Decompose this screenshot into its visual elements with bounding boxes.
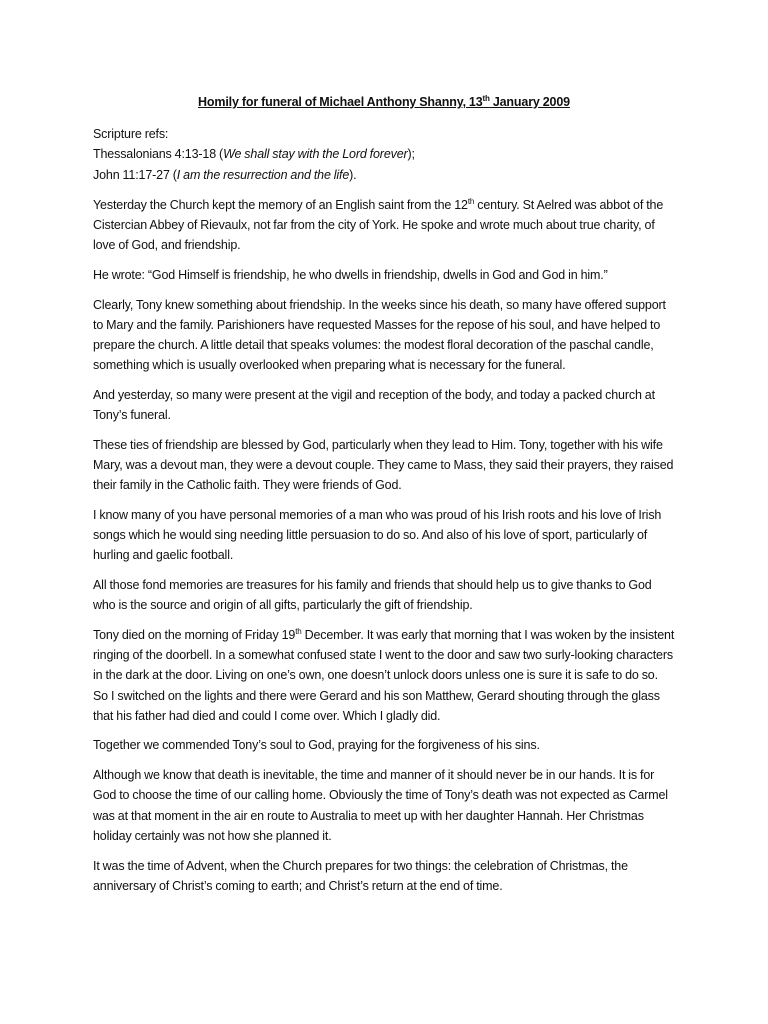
paragraph-commended: Together we commended Tony’s soul to God, praying for the forgiveness of his sins. [93, 738, 540, 753]
paragraph-text: Tony died on the morning of Friday 19 [93, 627, 296, 642]
title-superscript: th [482, 93, 490, 103]
ref-quote: We shall stay with the Lord forever [223, 147, 408, 162]
paragraph-superscript: th [295, 626, 302, 636]
paragraph-quote: He wrote: “God Himself is friendship, he who dwells in friendship, dwells in God and God in him.” [93, 267, 608, 282]
paragraph-superscript: th [467, 196, 475, 206]
title-text: Homily for funeral of Michael Anthony Shanny, 13 [198, 95, 483, 109]
paragraph-memories: I know many of you have personal memories of a man who was proud of his Irish roots and his love of Irish songs which he would sing needing little persuasion to do so. And also of his love of sport, particularly of hurling and gaelic football. [93, 507, 662, 563]
page-title [93, 92, 675, 112]
paragraph-aelred [93, 195, 675, 256]
scripture-heading: Scripture refs: [93, 127, 169, 142]
paragraph-treasures: All those fond memories are treasures for his family and friends that should help us to give thanks to God who is the source and origin of all gifts, particularly the gift of friendship. [93, 578, 652, 613]
paragraph-friendship: Clearly, Tony knew something about friendship. In the weeks since his death, so many have offered support to Mary and the family. Parishioners have requested Masses for the repose of his soul, and have helped to prepare the church. A little detail that speaks volumes: the modest floral decoration of the paschal candle, something which is usually overlooked when preparing what is necessary for the funeral. [93, 297, 666, 373]
ref-quote: I am the resurrection and the life [176, 167, 350, 182]
document-page [93, 92, 675, 905]
ref-citation: John 11:17-27 ( [93, 167, 177, 182]
ref-citation: Thessalonians 4:13-18 ( [93, 147, 224, 162]
paragraph-text: Yesterday the Church kept the memory of an English saint from the 12 [93, 197, 468, 212]
paragraph-ties: These ties of friendship are blessed by God, particularly when they lead to Him. Tony, together with his wife Mary, was a devout man, they were a devout couple. They came to Mass, they said their prayers, they raised their family in the Catholic faith. They were friends of God. [93, 437, 674, 493]
paragraph-death-morning [93, 625, 675, 726]
ref-tail: ); [407, 147, 415, 162]
title-text-end: January 2009 [489, 95, 570, 109]
paragraph-advent: It was the time of Advent, when the Church prepares for two things: the celebration of Christmas, the anniversary of Christ’s coming to earth; and Christ’s return at the end of time. [93, 858, 628, 893]
scripture-ref-john [93, 165, 675, 185]
ref-tail: ). [349, 167, 357, 182]
paragraph-vigil: And yesterday, so many were present at the vigil and reception of the body, and today a packed church at Tony’s funeral. [93, 387, 655, 423]
paragraph-text-end: century. St Aelred was abbot of the Cistercian Abbey of Rievaulx, not far from the city of York. He spoke and wrote much about true charity, of love of God, and friendship. [93, 197, 664, 253]
paragraph-inevitable: Although we know that death is inevitable, the time and manner of it should never be in our hands. It is for God to choose the time of our calling home. Obviously the time of Tony’s death was not expected as Carmel was at that moment in the air en route to Australia to meet up with her daughter Hannah. Her Christmas holiday certainly was not how she planned it. [93, 768, 668, 843]
paragraph-text-end: December. It was early that morning that I was woken by the insistent ringing of the doorbell. In a somewhat confused state I went to the door and saw two surly-looking characters in the dark at the door. Living on one’s own, one doesn’t unlock doors unless one is sure it is safe to do so. So I switched on the lights and there were Gerard and his son Matthew, Gerard shouting through the glass that his father had died and could I come over. Which I gladly did. [93, 627, 675, 723]
scripture-references [93, 124, 675, 185]
scripture-ref-thessalonians [93, 144, 675, 164]
